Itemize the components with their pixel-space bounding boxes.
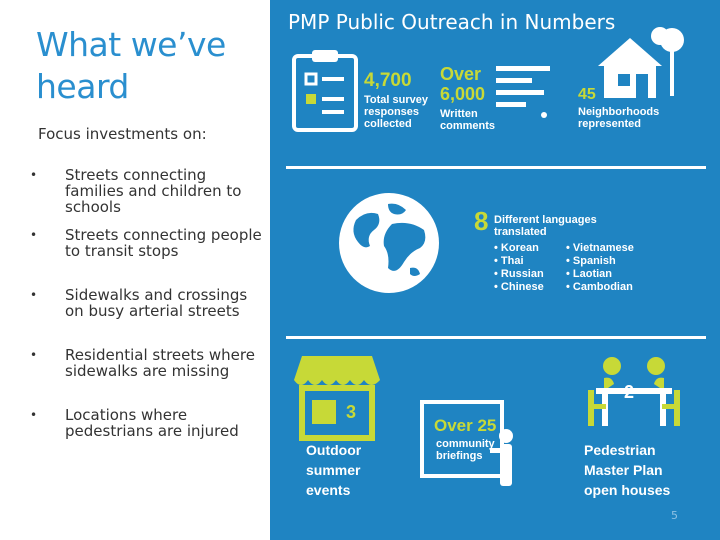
languages-list-2 [566,242,634,294]
languages-number: 8 [474,206,489,236]
globe-icon [336,190,442,296]
briefings-label-1: community [436,438,495,450]
open-houses-label-3: open houses [584,482,671,498]
comments-label [440,108,495,132]
events-label-3: events [306,482,351,498]
events-number: 3 [346,402,357,422]
houses-trees-icon [596,24,692,104]
briefings-label-2: briefings [436,450,483,462]
title-line-1: What we’ve [36,25,226,64]
panel-title: PMP Public Outreach in Numbers [288,10,616,34]
comments-number [440,64,485,104]
left-column [0,0,268,540]
bullet-dot: • [30,348,38,362]
bullet-dot: • [30,408,38,422]
language-item: • Spanish [566,255,616,267]
list-item [30,287,266,347]
divider-top [286,166,706,169]
bullet-dot: • [30,168,38,182]
languages-label-2: translated [494,226,547,238]
bullet-text: Sidewalks and crossings on busy arterial streets [65,286,248,320]
slide-title [36,24,261,108]
neighborhoods-label-1: Neighborhoods [578,106,660,118]
comments-label-2: comments [440,120,496,132]
neighborhoods-label [578,106,659,130]
list-item [30,167,266,227]
title-line-2: heard [36,67,129,106]
survey-label-1: Total survey [364,94,428,106]
infographic-panel [270,0,720,540]
open-houses-number: 2 [624,382,635,402]
neighborhoods-number: 45 [578,86,596,103]
languages-label-1: Different languages [494,214,597,226]
survey-label-3: collected [364,118,412,130]
list-item [30,407,266,467]
language-item: • Russian [494,268,544,280]
list-item [30,347,266,407]
languages-list-1 [494,242,544,294]
languages-label [494,214,597,238]
events-label-1: Outdoor [306,442,362,458]
events-label [306,440,361,500]
open-houses-label-1: Pedestrian [584,442,656,458]
comments-label-1: Written [440,108,478,120]
language-item: • Chinese [494,281,544,293]
briefings-number: Over 25 [434,416,497,435]
open-houses-label-2: Master Plan [584,462,663,478]
events-label-2: summer [306,462,361,478]
survey-number: 4,700 [364,70,412,91]
list-item [30,227,266,287]
storefront-icon [292,354,382,442]
comments-number-1: Over [440,64,482,84]
comments-number-2: 6,000 [440,84,486,104]
bullet-text: Streets connecting people to transit stops [65,226,262,260]
language-item: • Thai [494,255,524,267]
divider-bottom [286,336,706,339]
bullet-dot: • [30,228,38,242]
bullet-list [30,167,266,467]
subheading: Focus investments on: [38,125,207,143]
bullet-text: Streets connecting families and children to schools [65,166,242,216]
language-item: • Cambodian [566,281,633,293]
neighborhoods-label-2: represented [578,118,641,130]
language-item: • Laotian [566,268,613,280]
language-item: • Vietnamese [566,242,634,254]
briefings-label [436,438,495,462]
open-houses-label [584,440,670,500]
bullet-text: Residential streets where sidewalks are missing [65,346,255,380]
page-number: 5 [671,509,678,522]
bullet-text: Locations where pedestrians are injured [65,406,239,440]
bullet-dot: • [30,288,38,302]
comment-lines-icon [496,64,554,120]
language-item: • Korean [494,242,539,254]
survey-label-2: responses [364,106,420,118]
clipboard-icon [292,48,358,132]
survey-label [364,94,428,130]
